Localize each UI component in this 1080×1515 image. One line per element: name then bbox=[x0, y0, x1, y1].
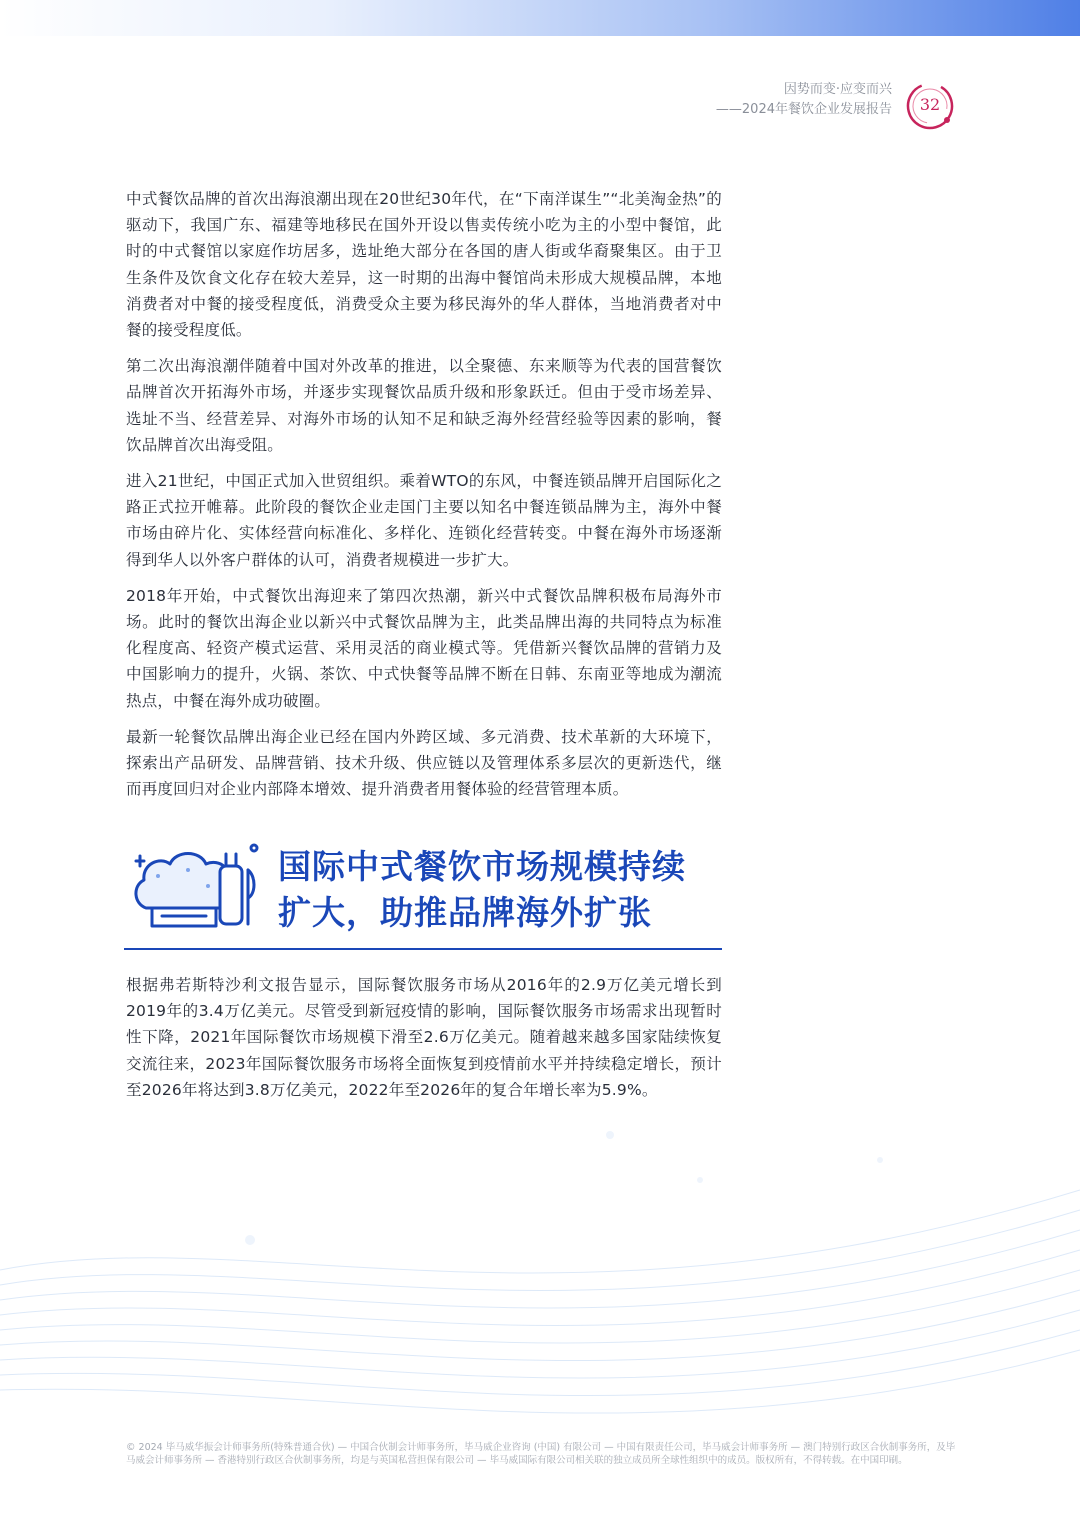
header-title: 因势而变·应变而兴 bbox=[783, 82, 892, 97]
intro-body bbox=[126, 186, 722, 812]
copyright-footer: © 2024 毕马威华振会计师事务所(特殊普通合伙) — 中国合伙制会计师事务所，毕马威企业咨询 (中国) 有限公司 — 中国有限责任公司，毕马威会计师事务所 — 澳门特别行政区合伙制事务所，及毕马威会计师事务所 — 香港特别行政区合伙制事务所，均是与英国私营担保有限公司 — 毕马威国际有限公司相关联的独立成员所全球性组织中的成员。版权所有，不得转载。在中国印刷。 bbox=[126, 1442, 956, 1466]
top-gradient-band bbox=[0, 0, 1080, 36]
chef-hat-icon bbox=[128, 836, 274, 936]
section-body bbox=[126, 972, 722, 1103]
paragraph: 2018年开始，中式餐饮出海迎来了第四次热潮，新兴中式餐饮品牌积极布局海外市场。此时的餐饮出海企业以新兴中式餐饮品牌为主，此类品牌出海的共同特点为标准化程度高、轻资产模式运营、采用灵活的商业模式等。凭借新兴餐饮品牌的营销力及中国影响力的提升，火锅、茶饮、中式快餐等品牌不断在日韩、东南亚等地成为潮流热点，中餐在海外成功破圈。 bbox=[126, 586, 722, 710]
paragraph: 第二次出海浪潮伴随着中国对外改革的推进，以全聚德、东来顺等为代表的国营餐饮品牌首次开拓海外市场，并逐步实现餐饮品质升级和形象跃迁。但由于受市场差异、选址不当、经营差异、对海外市场的认知不足和缺乏海外经营经验等因素的影响，餐饮品牌首次出海受阻。 bbox=[126, 357, 722, 454]
paragraph: 进入21世纪，中国正式加入世贸组织。乘着WTO的东风，中餐连锁品牌开启国际化之路正式拉开帷幕。此阶段的餐饮企业走国门主要以知名中餐连锁品牌为主，海外中餐市场由碎片化、实体经营向标准化、多样化、连锁化经营转变。中餐在海外市场逐渐得到华人以外客户群体的认可，消费者规模进一步扩大。 bbox=[126, 472, 722, 569]
section-divider bbox=[124, 948, 722, 950]
paragraph: 最新一轮餐饮品牌出海企业已经在国内外跨区域、多元消费、技术革新的大环境下，探索出产品研发、品牌营销、技术升级、供应链以及管理体系多层次的更新迭代，继而再度回归对企业内部降本增效、提升消费者用餐体验的经营管理本质。 bbox=[126, 727, 722, 799]
report-header bbox=[716, 80, 892, 120]
section-title-line: 国际中式餐饮市场规模持续 bbox=[278, 847, 686, 886]
header-subtitle: ——2024年餐饮企业发展报告 bbox=[715, 102, 892, 117]
section-title-line: 扩大，助推品牌海外扩张 bbox=[278, 893, 652, 932]
paragraph: 根据弗若斯特沙利文报告显示，国际餐饮服务市场从2016年的2.9万亿美元增长到2019年的3.4万亿美元。尽管受到新冠疫情的影响，国际餐饮服务市场需求出现暂时性下降，2021年国际餐饮市场规模下滑至2.6万亿美元。随着越来越多国家陆续恢复交流往来，2023年国际餐饮服务市场将全面恢复到疫情前水平并持续稳定增长，预计至2026年将达到3.8万亿美元，2022年至2026年的复合年增长率为5.9%。 bbox=[126, 976, 722, 1099]
section-heading bbox=[124, 832, 722, 954]
page-number: 32 bbox=[919, 95, 941, 114]
page-number-badge bbox=[904, 80, 956, 132]
section-title bbox=[278, 844, 718, 936]
paragraph: 中式餐饮品牌的首次出海浪潮出现在20世纪30年代，在“下南洋谋生”“北美淘金热”的驱动下，我国广东、福建等地移民在国外开设以售卖传统小吃为主的小型中餐馆，此时的中式餐馆以家庭作坊居多，选址绝大部分在各国的唐人街或华裔聚集区。由于卫生条件及饮食文化存在较大差异，这一时期的出海中餐馆尚未形成大规模品牌，本地消费者对中餐的接受程度低，消费受众主要为移民海外的华人群体，当地消费者对中餐的接受程度低。 bbox=[126, 190, 722, 340]
